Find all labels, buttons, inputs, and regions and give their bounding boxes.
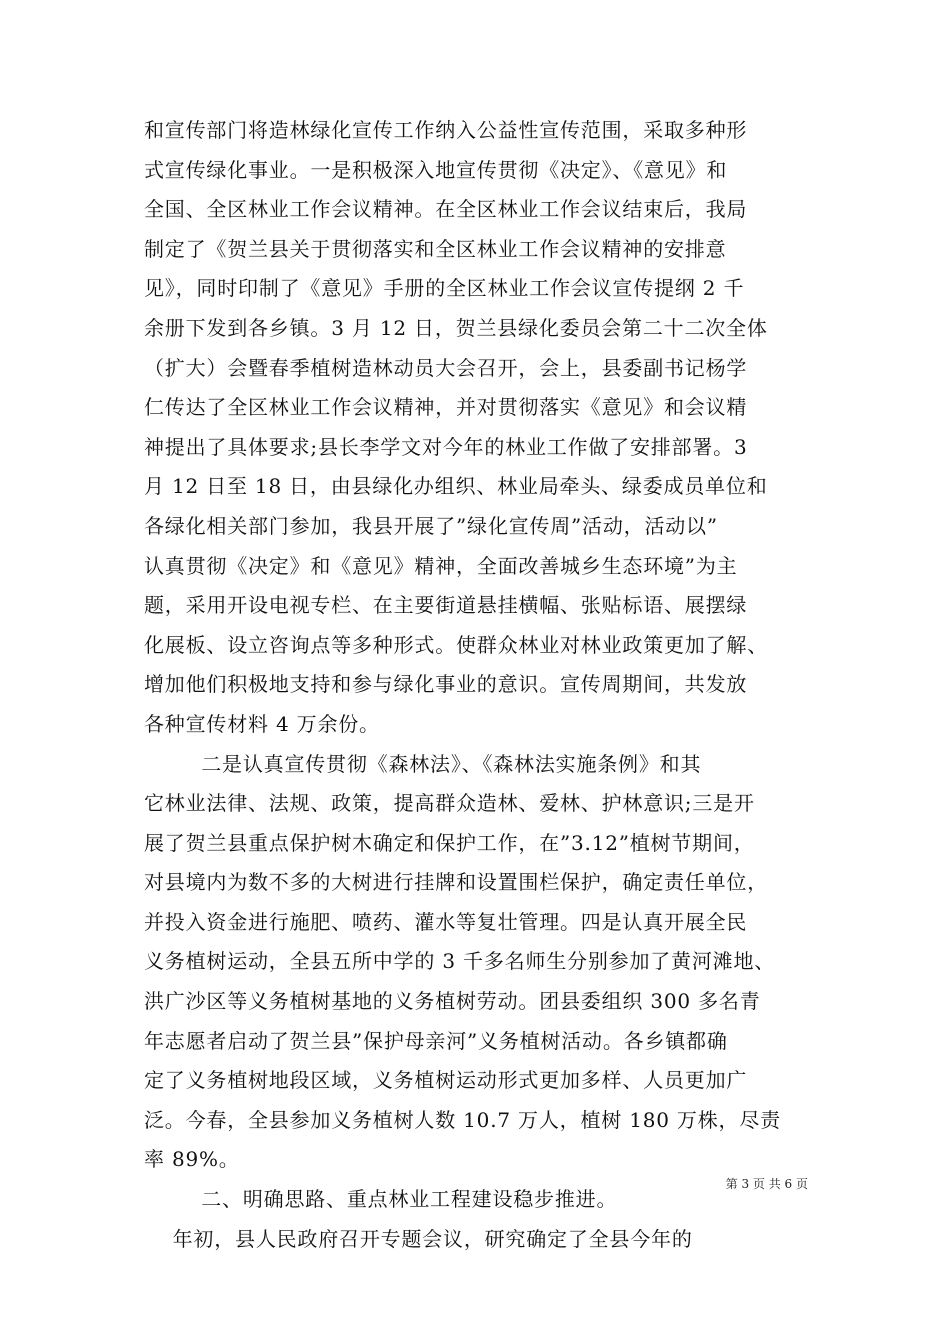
section-heading: 二、明确思路、重点林业工程建设稳步推进。	[144, 1187, 618, 1212]
text-line: 二是认真宣传贯彻《森林法》、《森林法实施条例》和其	[144, 751, 702, 776]
text-line: 增加他们积极地支持和参与绿化事业的意识。宣传周期间，共发放	[144, 672, 748, 697]
text-line: 对县境内为数不多的大树进行挂牌和设置围栏保护，确定责任单位，	[144, 870, 768, 895]
text-line: 认真贯彻《决定》和《意见》精神，全面改善城乡生态环境”为主	[144, 553, 738, 578]
text-line: 率 89%。	[144, 1147, 240, 1172]
text-line: （扩大）会暨春季植树造林动员大会召开，会上，县委副书记杨学	[144, 355, 748, 380]
text-line: 和宣传部门将造林绿化宣传工作纳入公益性宣传范围，采取多种形	[144, 118, 748, 142]
text-line: 定了义务植树地段区域，义务植树运动形式更加多样、人员更加广	[144, 1068, 748, 1093]
text-line: 展了贺兰县重点保护树木确定和保护工作，在”3.12”植树节期间，	[144, 830, 755, 855]
text-line: 题，采用开设电视专栏、在主要街道悬挂横幅、张贴标语、展摆绿	[144, 593, 748, 618]
text-line: 制定了《贺兰县关于贯彻落实和全区林业工作会议精神的安排意	[144, 236, 727, 261]
text-line: 年初，县人民政府召开专题会议，研究确定了全县今年的	[144, 1226, 693, 1251]
text-line: 见》，同时印制了《意见》手册的全区林业工作会议宣传提纲 2 千	[144, 276, 745, 301]
text-line: 各绿化相关部门参加，我县开展了”绿化宣传周”活动，活动以”	[144, 513, 718, 538]
document-body	[144, 111, 816, 1259]
text-line: 年志愿者启动了贺兰县”保护母亲河”义务植树活动。各乡镇都确	[144, 1028, 728, 1053]
text-line: 余册下发到各乡镇。3 月 12 日，贺兰县绿化委员会第二十二次全体	[144, 315, 768, 340]
text-line: 泛。今春，全县参加义务植树人数 10.7 万人，植树 180 万株，尽责	[144, 1107, 781, 1132]
text-line: 化展板、设立咨询点等多种形式。使群众林业对林业政策更加了解、	[144, 632, 768, 657]
text-line: 各种宣传材料 4 万余份。	[144, 711, 380, 736]
text-line: 义务植树运动，全县五所中学的 3 千多名师生分别参加了黄河滩地、	[144, 949, 776, 974]
text-line: 神提出了具体要求;县长李学文对今年的林业工作做了安排部署。3	[144, 434, 748, 459]
page-number: 第 3 页 共 6 页	[725, 1177, 808, 1191]
text-line: 月 12 日至 18 日，由县绿化办组织、林业局牵头、绿委成员单位和	[144, 474, 768, 499]
text-line: 仁传达了全区林业工作会议精神，并对贯彻落实《意见》和会议精	[144, 395, 748, 420]
text-line: 它林业法律、法规、政策，提高群众造林、爱林、护林意识;三是开	[144, 791, 755, 816]
text-line: 全国、全区林业工作会议精神。在全区林业工作会议结束后，我局	[144, 197, 748, 222]
text-line: 洪广沙区等义务植树基地的义务植树劳动。团县委组织 300 多名青	[144, 989, 761, 1014]
text-line: 并投入资金进行施肥、喷药、灌水等复壮管理。四是认真开展全民	[144, 909, 748, 934]
text-line: 式宣传绿化事业。一是积极深入地宣传贯彻《决定》、《意见》和	[144, 157, 728, 182]
